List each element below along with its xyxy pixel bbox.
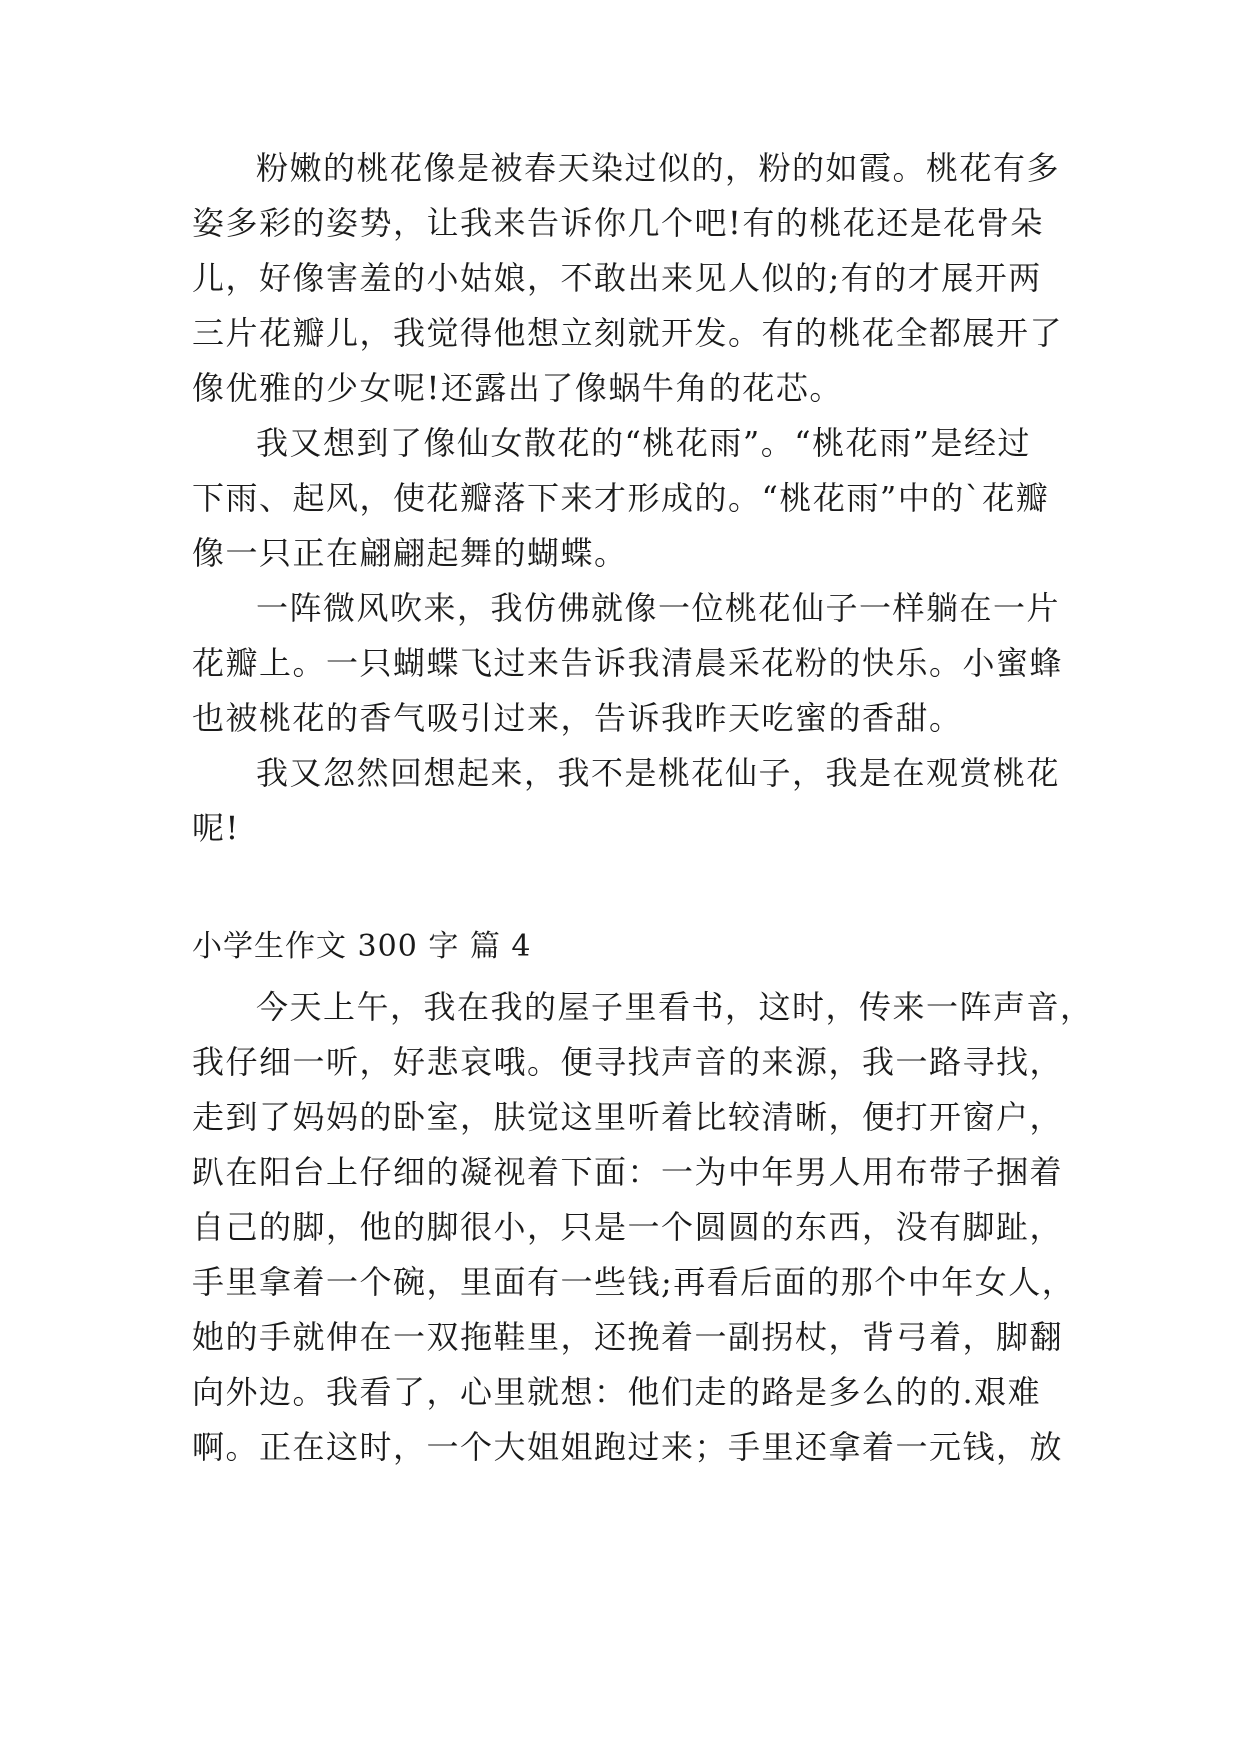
paragraph-line: 三片花瓣儿，我觉得他想立刻就开发。有的桃花全都展开了 bbox=[192, 314, 1064, 352]
paragraph-line: 姿多彩的姿势，让我来告诉你几个吧!有的桃花还是花骨朵 bbox=[192, 204, 1044, 242]
paragraph-line: 儿，好像害羞的小姑娘，不敢出来见人似的;有的才展开两 bbox=[192, 259, 1042, 297]
paragraph-line: 趴在阳台上仔细的凝视着下面：一为中年男人用布带子捆着 bbox=[192, 1153, 1064, 1191]
paragraph-line: 她的手就伸在一双拖鞋里，还挽着一副拐杖，背弓着，脚翻 bbox=[192, 1318, 1064, 1356]
paragraph-line: 我又想到了像仙女散花的“桃花雨”。“桃花雨”是经过 bbox=[256, 424, 1031, 462]
paragraph-line: 啊。正在这时，一个大姐姐跑过来；手里还拿着一元钱，放 bbox=[192, 1428, 1064, 1466]
paragraph-line: 粉嫩的桃花像是被春天染过似的，粉的如霞。桃花有多 bbox=[256, 149, 1061, 187]
paragraph-line: 走到了妈妈的卧室，肤觉这里听着比较清晰，便打开窗户， bbox=[192, 1098, 1064, 1136]
section-heading: 小学生作文 300 字 篇 4 bbox=[192, 929, 532, 964]
paragraph-line: 向外边。我看了，心里就想：他们走的路是多么的的.艰难 bbox=[192, 1373, 1042, 1411]
paragraph-line: 呢! bbox=[192, 809, 240, 847]
paragraph-line: 今天上午，我在我的屋子里看书，这时，传来一阵声音， bbox=[256, 988, 1094, 1026]
paragraph-line: 下雨、起风，使花瓣落下来才形成的。“桃花雨”中的`花瓣 bbox=[192, 479, 1050, 517]
paragraph-line: 一阵微风吹来，我仿佛就像一位桃花仙子一样躺在一片 bbox=[256, 589, 1061, 627]
paragraph-line: 我又忽然回想起来，我不是桃花仙子，我是在观赏桃花 bbox=[256, 754, 1061, 792]
paragraph-line: 自己的脚，他的脚很小，只是一个圆圆的东西，没有脚趾， bbox=[192, 1208, 1064, 1246]
paragraph-line: 像优雅的少女呢!还露出了像蜗牛角的花芯。 bbox=[192, 369, 843, 407]
paragraph-line: 也被桃花的香气吸引过来，告诉我昨天吃蜜的香甜。 bbox=[192, 699, 963, 737]
paragraph-line: 手里拿着一个碗，里面有一些钱;再看后面的那个中年女人， bbox=[192, 1263, 1076, 1301]
paragraph-line: 花瓣上。一只蝴蝶飞过来告诉我清晨采花粉的快乐。小蜜蜂 bbox=[192, 644, 1064, 682]
paragraph-line: 我仔细一听，好悲哀哦。便寻找声音的来源，我一路寻找， bbox=[192, 1043, 1064, 1081]
paragraph-line: 像一只正在翩翩起舞的蝴蝶。 bbox=[192, 534, 628, 572]
